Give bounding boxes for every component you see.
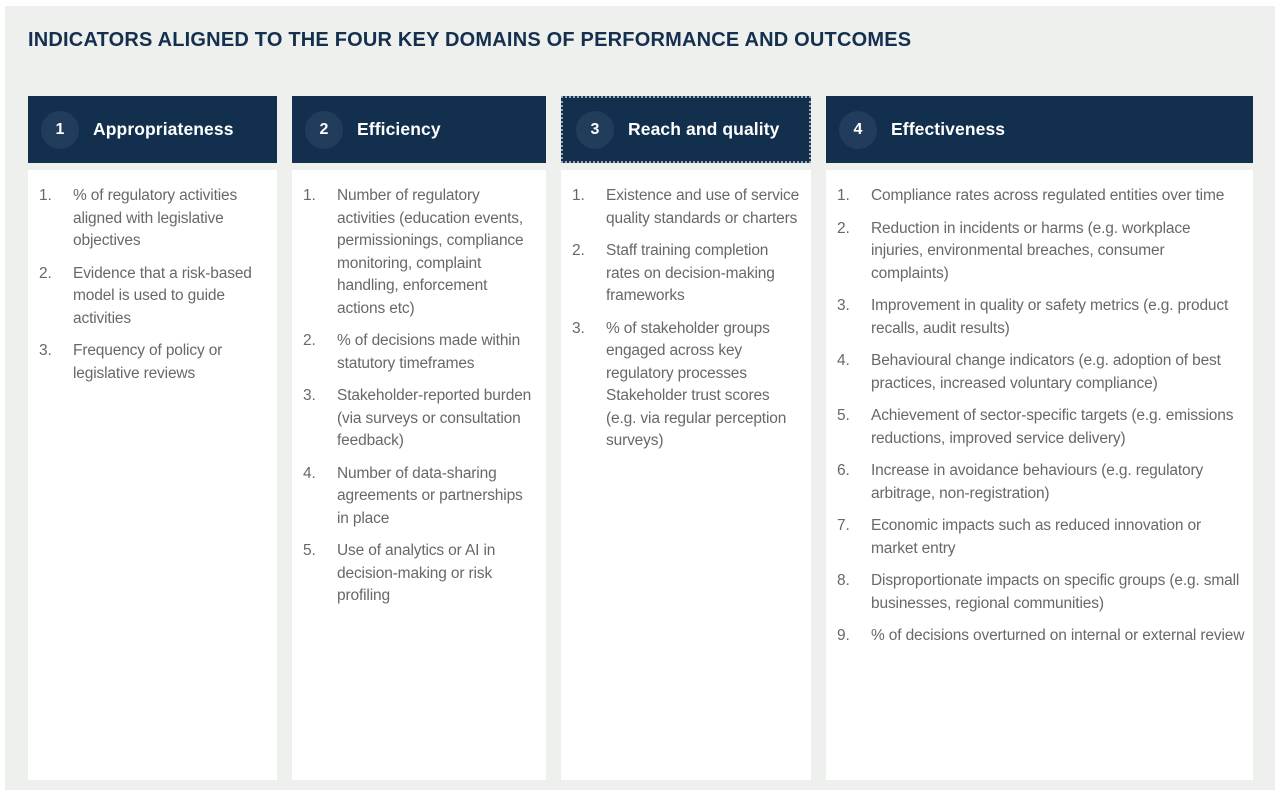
list-item [303,385,538,453]
item-number: 1. [303,187,316,204]
column-header-reach-and-quality [561,96,811,163]
header-number-badge: 3 [576,111,614,149]
item-text: % of regulatory activities aligned with legislative objectives [73,187,238,249]
item-text: Increase in avoidance behaviours (e.g. regulatory arbitrage, non-registration) [871,462,1204,502]
column-reach-and-quality [561,96,811,780]
item-text: Frequency of policy or legislative reviews [73,342,223,382]
column-title: Appropriateness [93,119,234,139]
header-number-badge: 4 [839,111,877,149]
item-text: Staff training completion rates on decision-making frameworks [606,242,775,304]
column-title: Reach and quality [628,119,780,139]
column-header-effectiveness [826,96,1253,163]
item-number: 2. [39,264,52,282]
list-item [837,295,1245,340]
item-text: Number of data-sharing agreements or partnerships in place [337,464,523,527]
list-item [303,463,538,531]
item-number: 8. [837,572,850,589]
column-efficiency [292,96,546,780]
list-item [303,540,538,608]
list-item [837,515,1245,560]
column-body [292,170,546,780]
column-title: Effectiveness [891,119,1006,139]
list-item [572,318,803,453]
list-item [39,263,269,331]
item-text: Stakeholder-reported burden (via surveys or consultation feedback) [337,387,532,449]
list-item [837,350,1245,395]
item-text: Compliance rates across regulated entities over time [871,187,1225,204]
figure-panel [5,6,1275,790]
item-number: 1. [572,187,585,204]
item-number: 6. [837,462,850,479]
list-item [303,185,538,320]
list-item [303,330,538,375]
column-body [561,170,811,780]
item-number: 3. [837,297,850,314]
item-text: % of stakeholder groups engaged across key regulatory processes Stakeholder trust scores (e.g. via regular perception surveys) [606,319,787,449]
item-text: Number of regulatory activities (education events, permissionings, compliance monitoring, complaint handling, enforcement actions etc) [337,187,524,317]
item-text: Evidence that a risk-based model is used to guide activities [73,264,252,327]
item-number: 1. [39,187,52,204]
item-number: 4. [837,352,850,369]
column-title: Efficiency [357,119,441,139]
header-number-badge: 2 [305,111,343,149]
column-header-appropriateness [28,96,277,163]
item-number: 3. [39,342,52,359]
header-number-badge: 1 [41,111,79,149]
domains-grid [28,96,1253,780]
item-text: % of decisions made within statutory timeframes [337,332,521,372]
column-body [28,170,277,780]
column-effectiveness [826,96,1253,780]
item-text: Existence and use of service quality standards or charters [606,187,800,227]
item-text: Use of analytics or AI in decision-making or risk profiling [337,542,496,604]
list-item [572,185,803,230]
item-number: 9. [837,627,850,644]
list-item [837,405,1245,450]
item-number: 3. [572,319,585,337]
item-text: Improvement in quality or safety metrics (e.g. product recalls, audit results) [871,297,1229,337]
item-text: Behavioural change indicators (e.g. adoption of best practices, increased voluntary compliance) [871,352,1221,392]
list-item [837,218,1245,286]
item-number: 4. [303,464,316,482]
list-item [837,460,1245,505]
page-title: INDICATORS ALIGNED TO THE FOUR KEY DOMAINS OF PERFORMANCE AND OUTCOMES [28,29,912,51]
item-text: % of decisions overturned on internal or external review [871,627,1245,644]
item-number: 5. [837,407,850,424]
item-number: 2. [572,242,585,259]
item-number: 2. [837,219,850,237]
list-item [39,340,269,385]
item-number: 1. [837,187,850,204]
list-item [39,185,269,253]
list-item [572,240,803,308]
item-number: 2. [303,332,316,349]
list-item [837,570,1245,615]
item-text: Achievement of sector-specific targets (e.g. emissions reductions, improved service delivery) [871,407,1234,447]
item-number: 5. [303,542,316,559]
item-number: 3. [303,387,316,404]
item-number: 7. [837,517,850,534]
item-text: Economic impacts such as reduced innovation or market entry [871,517,1201,557]
item-text: Reduction in incidents or harms (e.g. workplace injuries, environmental breaches, consumer complaints) [871,219,1191,282]
list-item [837,625,1245,648]
list-item [837,185,1245,208]
column-appropriateness [28,96,277,780]
item-text: Disproportionate impacts on specific groups (e.g. small businesses, regional communities) [871,572,1240,612]
column-body [826,170,1253,780]
column-header-efficiency [292,96,546,163]
